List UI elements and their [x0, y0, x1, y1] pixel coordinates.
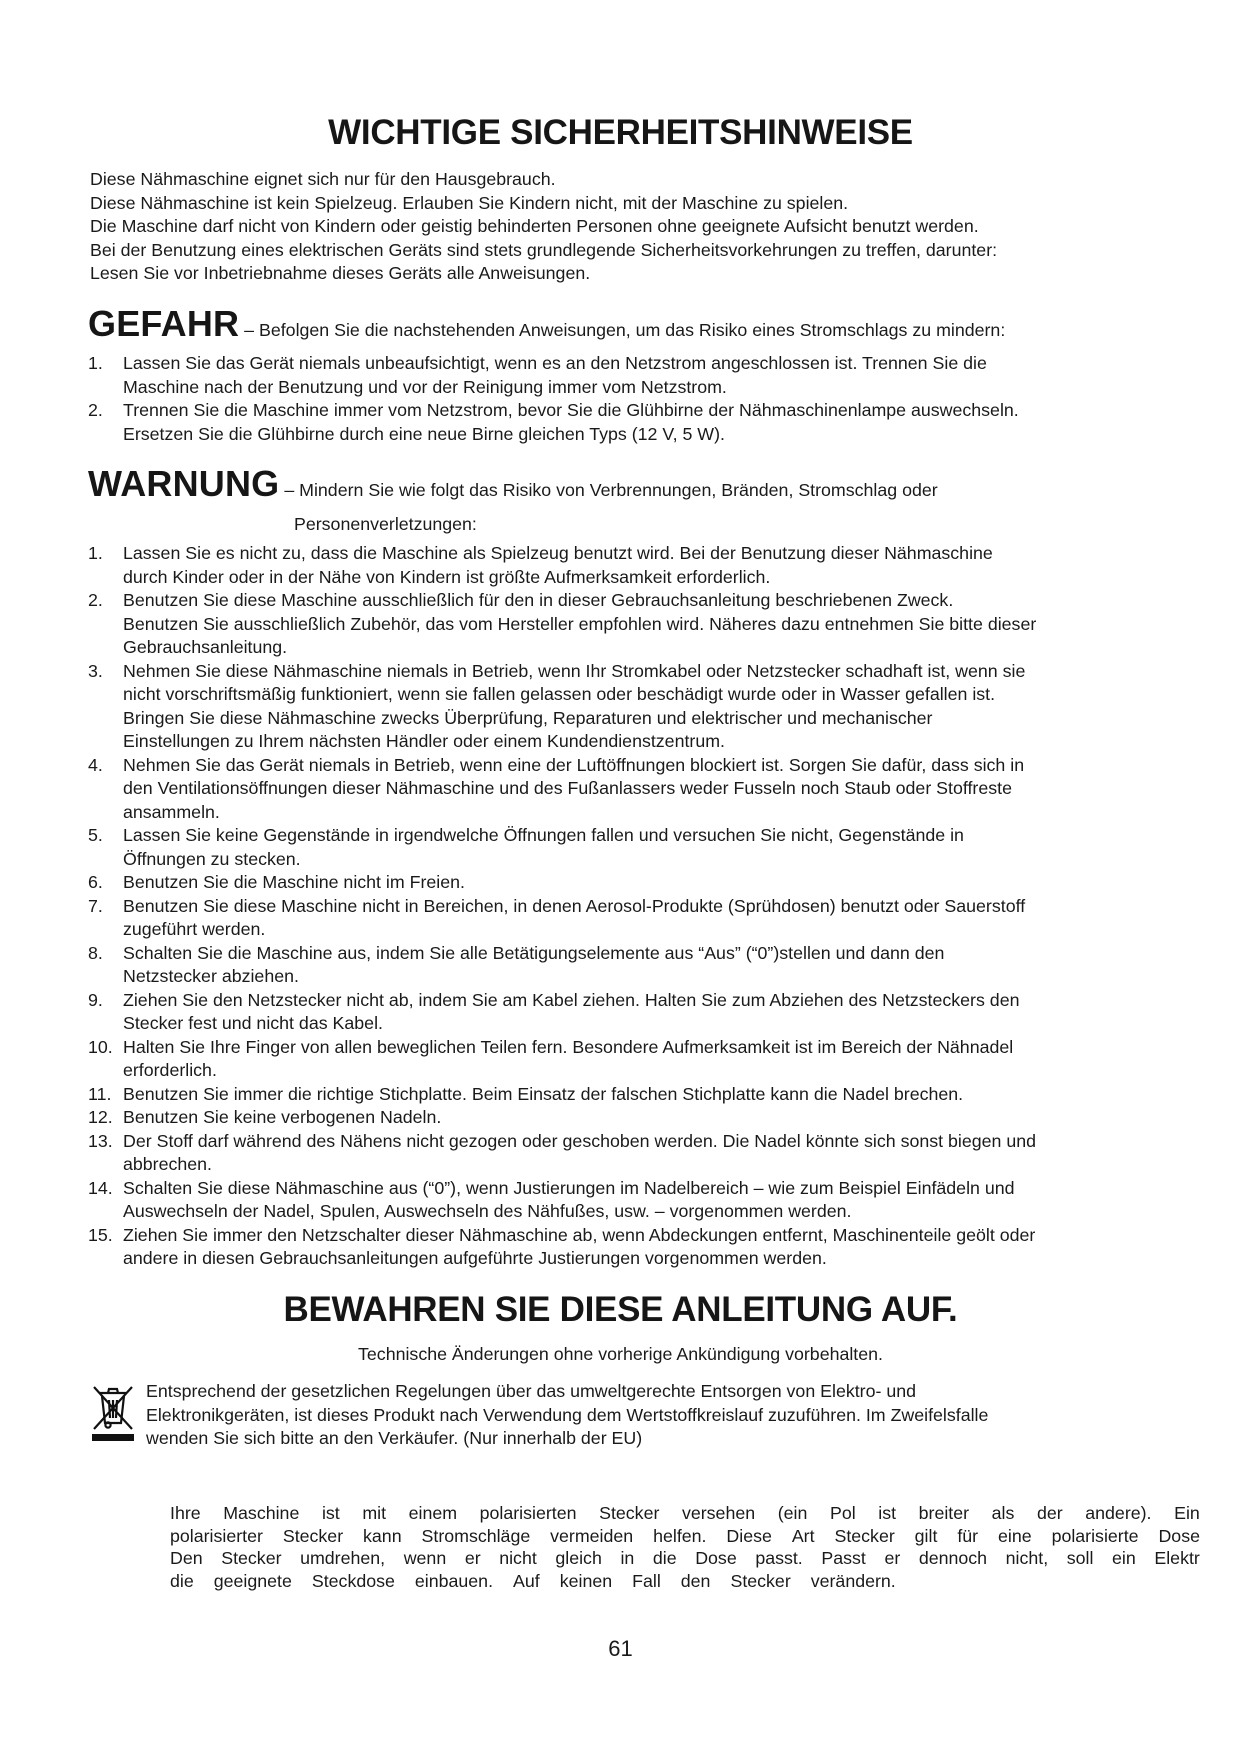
- intro-line: Die Maschine darf nicht von Kindern oder geistig behinderten Personen ohne geeignete Aufsicht benutzt werden.: [90, 216, 979, 236]
- list-item-line: Benutzen Sie die Maschine nicht im Freien.: [123, 872, 465, 892]
- list-item-number: 10.: [88, 1036, 113, 1057]
- list-item-line: Netzstecker abziehen.: [123, 966, 299, 986]
- weee-line: Elektronikgeräten, ist dieses Produkt nach Verwendung dem Wertstoffkreislauf zuzuführen. Im Zweifelsfalle: [146, 1404, 989, 1425]
- plug-note-word: kann: [363, 1525, 402, 1546]
- plug-note-word: Passt: [821, 1548, 866, 1568]
- plug-note-word: versehen: [681, 1503, 756, 1523]
- list-item-number: 1.: [88, 543, 103, 563]
- list-item: [88, 754, 1198, 825]
- plug-note-word: Stecker: [730, 1570, 791, 1591]
- plug-note-word: Den: [170, 1548, 203, 1568]
- plug-note-word: Art: [791, 1525, 815, 1546]
- plug-note-word: wenn: [403, 1548, 447, 1568]
- list-item-line: Der Stoff darf während des Nähens nicht gezogen oder geschoben werden. Die Nadel könnte sich sonst biegen und: [123, 1130, 1037, 1151]
- list-item-line: Lassen Sie es nicht zu, dass die Maschine als Spielzeug benutzt wird. Bei der Benutzung dieser Nähmaschine: [123, 543, 993, 563]
- plug-note-word: verändern.: [810, 1570, 896, 1591]
- list-item: [88, 1106, 1198, 1130]
- danger-list: [88, 352, 1198, 446]
- plug-note-word: Elektr: [1154, 1548, 1200, 1568]
- list-item: [88, 871, 1198, 895]
- list-item: [88, 1224, 1198, 1271]
- list-item-number: 9.: [88, 989, 103, 1010]
- plug-note-word: als: [991, 1503, 1015, 1523]
- weee-line: wenden Sie sich bitte an den Verkäufer. (Nur innerhalb der EU): [146, 1428, 643, 1448]
- plug-note-word: helfen.: [653, 1525, 707, 1546]
- list-item-line: Benutzen Sie diese Maschine ausschließlich für den in dieser Gebrauchsanleitung beschriebenen Zweck.: [123, 590, 954, 610]
- list-item-number: 12.: [88, 1107, 113, 1127]
- plug-note-word: Stromschläge: [421, 1525, 531, 1546]
- list-item: [88, 1083, 1198, 1107]
- plug-note-word: polarisierten: [479, 1503, 577, 1523]
- technical-changes-note: Technische Änderungen ohne vorherige Ankündigung vorbehalten.: [358, 1344, 883, 1364]
- plug-note-word: soll: [1066, 1548, 1094, 1568]
- plug-note-word: er: [464, 1548, 481, 1568]
- list-item: [88, 942, 1198, 989]
- intro-paragraph: [90, 168, 1170, 286]
- list-item-line: andere in diesen Gebrauchsanleitungen aufgeführte Justierungen vorgenommen werden.: [123, 1248, 827, 1268]
- plug-note-word: die: [170, 1570, 194, 1591]
- list-item-line: Benutzen Sie ausschließlich Zubehör, das vom Hersteller empfohlen wird. Näheres dazu entnehmen Sie bitte dieser: [123, 613, 1037, 634]
- plug-note-word: der: [1036, 1503, 1063, 1523]
- plug-note-word: Stecker: [221, 1548, 282, 1568]
- plug-note-word: keinen: [559, 1570, 613, 1591]
- list-item-line: abbrechen.: [123, 1154, 212, 1174]
- plug-note-word: vermeiden: [550, 1525, 634, 1546]
- plug-note-word: nicht: [499, 1548, 537, 1568]
- plug-note-word: ein: [1112, 1548, 1136, 1568]
- intro-line: Bei der Benutzung eines elektrischen Geräts sind stets grundlegende Sicherheitsvorkehrungen zu treffen, darunter:: [90, 239, 998, 260]
- list-item-line: durch Kinder oder in der Nähe von Kindern ist größte Aufmerksamkeit erforderlich.: [123, 566, 771, 587]
- list-item-line: zugeführt werden.: [123, 919, 266, 939]
- plug-note-word: Stecker: [282, 1525, 344, 1546]
- plug-note-word: geeignete: [213, 1570, 292, 1591]
- list-item: [88, 1036, 1198, 1083]
- plug-note-word: Fall: [632, 1570, 661, 1591]
- plug-note-line: [170, 1502, 1200, 1525]
- list-item-number: 11.: [88, 1083, 112, 1104]
- list-item: [88, 1130, 1198, 1177]
- intro-line: Diese Nähmaschine eignet sich nur für den Hausgebrauch.: [90, 169, 556, 189]
- weee-disposal-note: [146, 1380, 1146, 1451]
- plug-note-word: Ihre: [170, 1503, 201, 1523]
- plug-note-line: [170, 1525, 1200, 1548]
- plug-note-word: andere).: [1085, 1503, 1152, 1523]
- crossed-out-wheelie-bin-icon: [91, 1383, 135, 1443]
- plug-note-word: Pol: [829, 1503, 856, 1523]
- plug-note-word: polarisierter: [170, 1525, 263, 1546]
- list-item-line: nicht vorschriftsmäßig funktioniert, wenn sie fallen gelassen oder beschädigt wurde oder in Wasser gefallen ist.: [123, 684, 996, 704]
- plug-note-word: ist: [321, 1503, 340, 1523]
- list-item-line: Ziehen Sie immer den Netzschalter dieser Nähmaschine ab, wenn Abdeckungen entfernt, Maschinenteile geölt oder: [123, 1224, 1036, 1245]
- plug-note-word: Steckdose: [311, 1570, 395, 1591]
- list-item-number: 13.: [88, 1130, 113, 1151]
- keep-instructions-heading: BEWAHREN SIE DIESE ANLEITUNG AUF.: [283, 1290, 958, 1329]
- list-item-number: 2.: [88, 590, 103, 610]
- plug-note-word: Dose: [1158, 1525, 1200, 1546]
- list-item-number: 4.: [88, 754, 103, 775]
- plug-note-word: mit: [362, 1503, 387, 1523]
- plug-note-word: umdrehen,: [300, 1548, 386, 1568]
- plug-note-word: gilt: [914, 1525, 938, 1546]
- plug-note-word: Stecker: [599, 1503, 660, 1523]
- polarized-plug-note: [170, 1502, 1200, 1598]
- list-item: [88, 824, 1198, 871]
- warning-heading: [88, 463, 938, 505]
- danger-heading: [88, 303, 1005, 345]
- list-item-line: ansammeln.: [123, 801, 220, 822]
- list-item-line: Benutzen Sie immer die richtige Stichplatte. Beim Einsatz der falschen Stichplatte kann die Nadel brechen.: [123, 1083, 964, 1104]
- plug-note-word: breiter: [918, 1503, 970, 1523]
- list-item-line: Nehmen Sie diese Nähmaschine niemals in Betrieb, wenn Ihr Stromkabel oder Netzstecker schadhaft ist, wenn sie: [123, 660, 1026, 681]
- danger-text: – Befolgen Sie die nachstehenden Anweisungen, um das Risiko eines Stromschlags zu mindern:: [239, 320, 1006, 340]
- list-item-line: Öffnungen zu stecken.: [123, 848, 301, 869]
- list-item-number: 2.: [88, 400, 103, 420]
- plug-note-word: Stecker: [834, 1525, 895, 1546]
- plug-note-word: gleich: [555, 1548, 602, 1568]
- plug-note-word: Dose: [695, 1548, 737, 1568]
- warning-list: [88, 542, 1198, 1271]
- plug-note-line: [170, 1547, 1200, 1570]
- warning-word: WARNUNG: [88, 463, 280, 504]
- list-item-line: Auswechseln der Nadel, Spulen, Auswechseln des Nähfußes, usw. – vorgenommen werden.: [123, 1201, 852, 1221]
- list-item-line: Schalten Sie diese Nähmaschine aus (“0”), wenn Justierungen im Nadelbereich – wie zum Beispiel Einfädeln und: [123, 1177, 1015, 1198]
- page-number: 61: [608, 1636, 633, 1661]
- intro-line: Lesen Sie vor Inbetriebnahme dieses Geräts alle Anweisungen.: [90, 263, 591, 283]
- plug-note-word: passt.: [755, 1548, 803, 1568]
- list-item-line: erforderlich.: [123, 1060, 217, 1080]
- plug-note-word: Maschine: [223, 1503, 300, 1523]
- list-item: [88, 352, 1198, 399]
- plug-note-word: eine: [998, 1525, 1032, 1546]
- list-item-line: Einstellungen zu Ihrem nächsten Händler oder einem Kundendienstzentrum.: [123, 731, 725, 751]
- list-item-line: Benutzen Sie diese Maschine nicht in Bereichen, in denen Aerosol-Produkte (Sprühdosen) benutzt oder Sauerstoff: [123, 895, 1026, 916]
- list-item: [88, 1177, 1198, 1224]
- plug-note-word: Auf: [513, 1570, 540, 1591]
- list-item-number: 14.: [88, 1177, 113, 1198]
- plug-note-word: polarisierte: [1051, 1525, 1139, 1546]
- list-item-number: 5.: [88, 825, 103, 845]
- list-item: [88, 589, 1198, 660]
- list-item: [88, 989, 1198, 1036]
- intro-line: Diese Nähmaschine ist kein Spielzeug. Erlauben Sie Kindern nicht, mit der Maschine zu spielen.: [90, 192, 849, 213]
- list-item-number: 3.: [88, 660, 103, 681]
- plug-note-word: nicht,: [1005, 1548, 1049, 1568]
- list-item-number: 15.: [88, 1224, 113, 1245]
- plug-note-line: [170, 1570, 1200, 1593]
- plug-note-word: ist: [878, 1503, 897, 1523]
- list-item-line: Benutzen Sie keine verbogenen Nadeln.: [123, 1107, 442, 1127]
- plug-note-word: einbauen.: [414, 1570, 494, 1591]
- plug-note-word: für: [957, 1525, 979, 1546]
- list-item-line: Maschine nach der Benutzung und vor der Reinigung immer vom Netzstrom.: [123, 376, 727, 397]
- plug-note-word: die: [652, 1548, 677, 1568]
- page-title: WICHTIGE SICHERHEITSHINWEISE: [328, 113, 913, 152]
- plug-note-word: den: [680, 1570, 711, 1591]
- list-item-line: Trennen Sie die Maschine immer vom Netzstrom, bevor Sie die Glühbirne der Nähmaschinenlampe auswechseln.: [123, 400, 1019, 420]
- plug-note-word: Diese: [726, 1525, 772, 1546]
- list-item-line: Lassen Sie das Gerät niemals unbeaufsichtigt, wenn es an den Netzstrom angeschlossen ist. Trennen Sie die: [123, 353, 987, 373]
- list-item-line: Ziehen Sie den Netzstecker nicht ab, indem Sie am Kabel ziehen. Halten Sie zum Abziehen des Netzsteckers den: [123, 989, 1020, 1010]
- list-item-line: den Ventilationsöffnungen dieser Nähmaschine und des Fußanlassers weder Fusseln noch Staub oder Stoffreste: [123, 778, 1012, 798]
- list-item-line: Lassen Sie keine Gegenstände in irgendwelche Öffnungen fallen und versuchen Sie nicht, Gegenstände in: [123, 825, 964, 845]
- list-item-line: Stecker fest und nicht das Kabel.: [123, 1013, 383, 1033]
- list-item-line: Halten Sie Ihre Finger von allen beweglichen Teilen fern. Besondere Aufmerksamkeit ist im Bereich der Nähnadel: [123, 1036, 1014, 1057]
- plug-note-word: in: [620, 1548, 635, 1568]
- plug-note-word: Ein: [1174, 1503, 1200, 1523]
- list-item: [88, 895, 1198, 942]
- list-item-line: Bringen Sie diese Nähmaschine zwecks Überprüfung, Reparaturen und elektrischer und mechanischer: [123, 707, 933, 728]
- list-item-line: Nehmen Sie das Gerät niemals in Betrieb, wenn eine der Luftöffnungen blockiert ist. Sorgen Sie dafür, dass sich in: [123, 754, 1025, 775]
- list-item-line: Ersetzen Sie die Glühbirne durch eine neue Birne gleichen Typs (12 V, 5 W).: [123, 423, 725, 444]
- list-item-line: Schalten Sie die Maschine aus, indem Sie alle Betätigungselemente aus “Aus” (“0”)stellen und dann den: [123, 942, 945, 963]
- warning-text-continued: Personenverletzungen:: [294, 514, 477, 534]
- list-item: [88, 542, 1198, 589]
- plug-note-word: dennoch: [918, 1548, 988, 1568]
- plug-note-word: einem: [408, 1503, 458, 1523]
- list-item: [88, 660, 1198, 754]
- list-item-number: 8.: [88, 942, 103, 963]
- list-item-number: 1.: [88, 353, 103, 373]
- list-item: [88, 399, 1198, 446]
- plug-note-word: er: [884, 1548, 901, 1568]
- list-item-line: Gebrauchsanleitung.: [123, 637, 288, 657]
- danger-word: GEFAHR: [88, 303, 240, 344]
- warning-text: – Mindern Sie wie folgt das Risiko von Verbrennungen, Bränden, Stromschlag oder: [279, 480, 938, 500]
- plug-note-word: (ein: [777, 1503, 808, 1523]
- list-item-number: 6.: [88, 872, 103, 892]
- list-item-number: 7.: [88, 895, 103, 916]
- weee-line: Entsprechend der gesetzlichen Regelungen über das umweltgerechte Entsorgen von Elektro- und: [146, 1381, 917, 1401]
